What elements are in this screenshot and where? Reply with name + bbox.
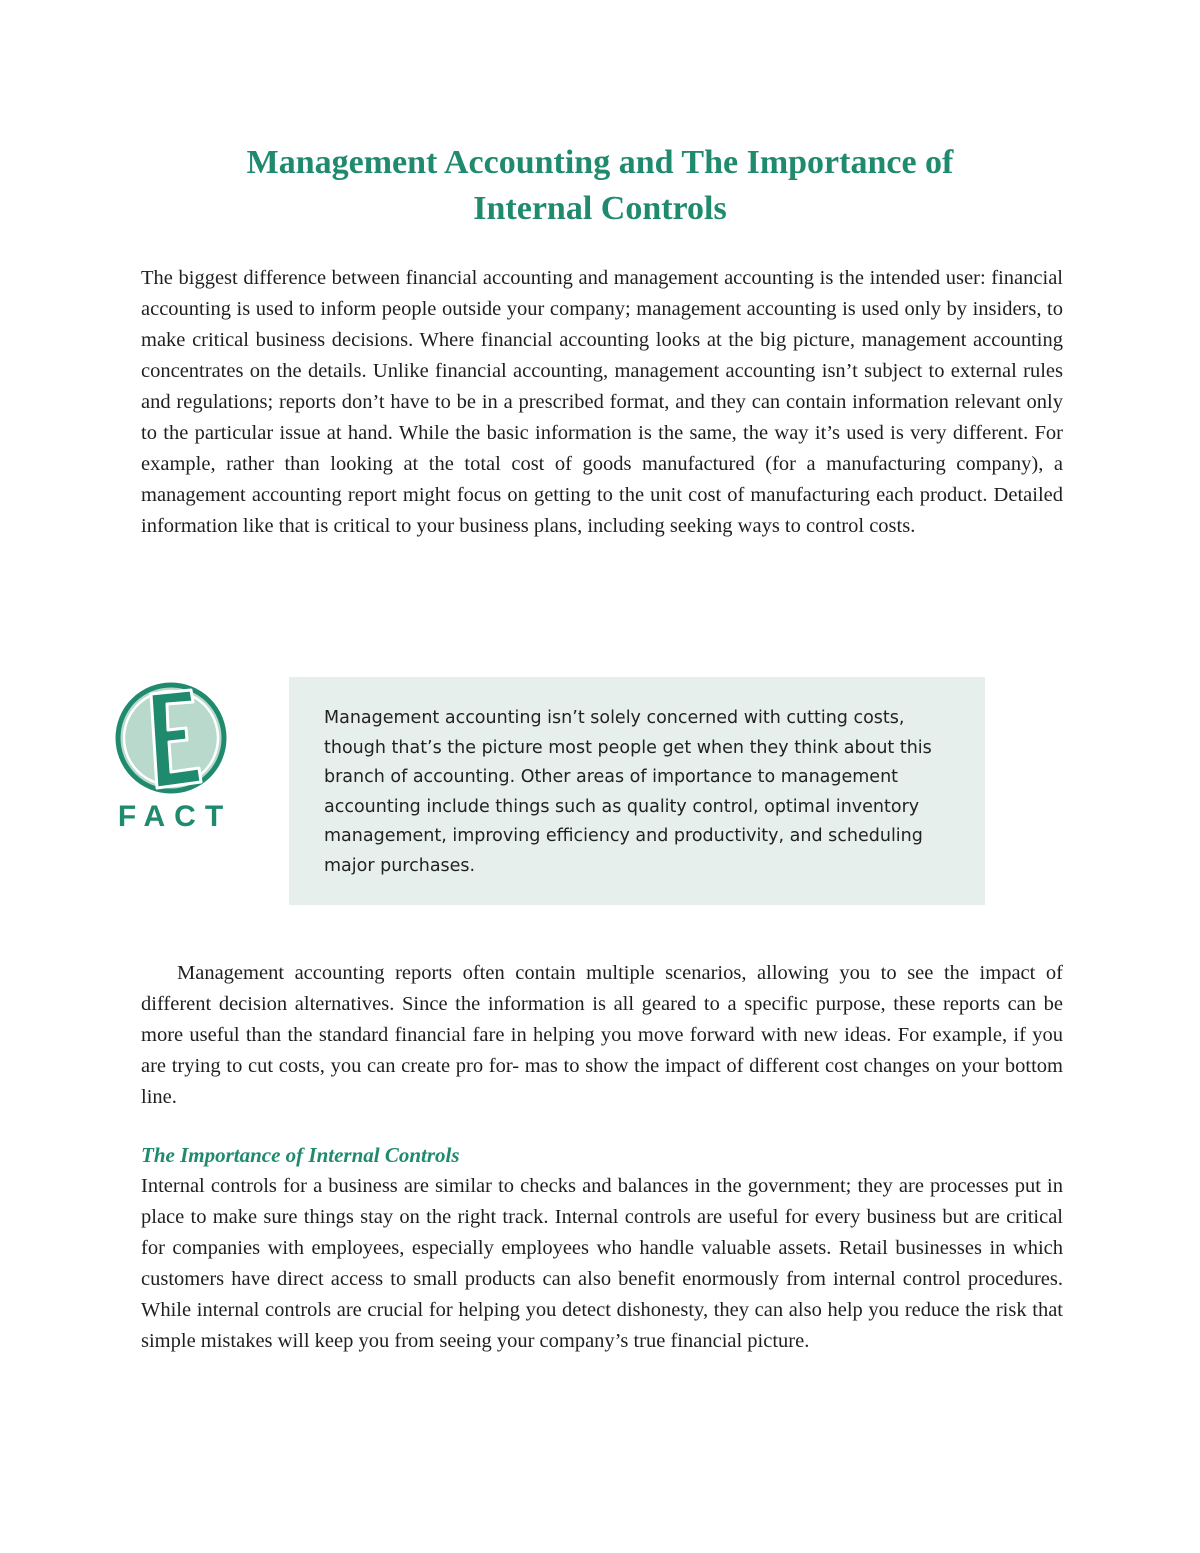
fact-callout-box [289, 677, 985, 905]
reports-paragraph: Management accounting reports often contain multiple scenarios, allowing you to see the impact of different decision alternatives. Since the information is all geared to a specific purpose, these reports can be more useful than the standard financial fare in helping you move forward with new ideas. For example, if you are trying to cut costs, you can create pro for- mas to show the impact of different cost changes on your bottom line. [141, 962, 1063, 1108]
fact-label: FACT [117, 800, 233, 833]
internal-controls-paragraph: Internal controls for a business are similar to checks and balances in the government; they are processes put in place to make sure things stay on the right track. Internal controls are useful for every business but are critical for companies with employees, especially employees who handle valuable assets. Retail businesses in which customers have direct access to small products can also benefit enormously from internal control procedures. While internal controls are crucial for helping you detect dishonesty, they can also help you reduce the risk that simple mistakes will keep you from seeing your company’s true financial picture. [141, 1175, 1063, 1352]
title-line-2: Internal Controls [473, 190, 727, 227]
fact-text: Management accounting isn’t solely concerned with cutting costs, though that’s the picture most people get when they think about this branch of accounting. Other areas of importance to management accounting include things such as quality control, optimal inventory management, improving efficiency and productivity, and scheduling major purchases. [324, 708, 932, 876]
title-line-1: Management Accounting and The Importance of [246, 144, 954, 181]
section-heading: The Importance of Internal Controls [141, 1143, 460, 1167]
intro-paragraph: The biggest difference between financial accounting and management accounting is the intended user: financial accounting is used to inform people outside your company; management accounting is used only by insiders, to make critical business decisions. Where financial accounting looks at the big picture, management accounting concentrates on the details. Unlike financial accounting, management accounting isn’t subject to external rules and regulations; reports don’t have to be in a prescribed format, and they can contain information relevant only to the particular issue at hand. While the basic information is the same, the way it’s used is very different. For example, rather than looking at the total cost of goods manufactured (for a manufacturing company), a management accounting report might focus on getting to the unit cost of manufacturing each product. Detailed information like that is critical to your business plans, including seeking ways to control costs. [141, 267, 1063, 537]
page-title [120, 140, 1080, 232]
